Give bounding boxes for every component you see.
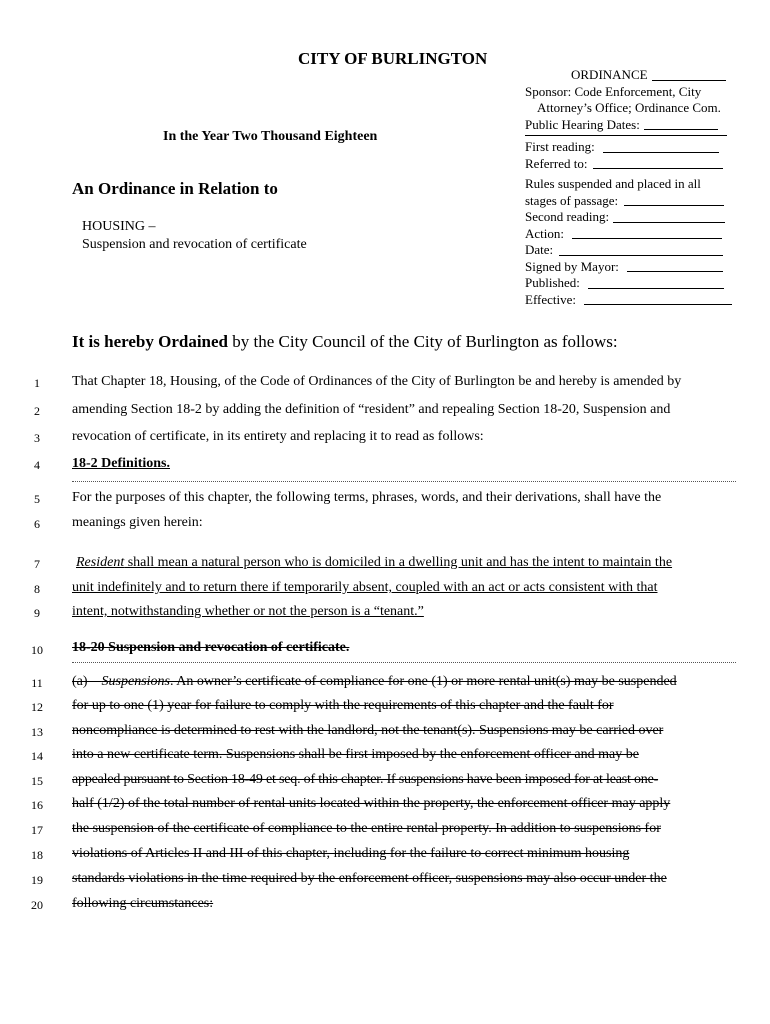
blank-line [525,134,727,136]
ordained-statement [72,332,618,352]
action-row [525,226,732,243]
referred-to-label: Referred to: [525,155,588,171]
second-reading-label: Second reading: [525,209,610,224]
subsection-text: . An owner’s certificate of compliance for one (1) or more rental unit(s) may be suspended [170,674,677,689]
blank-line [613,221,725,223]
signed-by-mayor-row [525,259,732,276]
ordinance-line: That Chapter 18, Housing, of the Code of Ordinances of the City of Burlington be and hereby is amended by [72,374,682,389]
line-number: 15 [31,774,43,788]
ordinance-line: For the purposes of this chapter, the following terms, phrases, words, and their derivations, shall have the [72,490,662,505]
ordained-rest: by the City Council of the City of Burlington as follows: [228,332,618,351]
line-number: 19 [31,873,43,887]
first-reading-label: First reading: [525,139,595,154]
ordinance-line: following circumstances: [72,896,214,911]
line-number: 2 [34,404,40,418]
subsection-a-suspensions [72,674,677,690]
line-number: 13 [31,725,43,739]
line-number: 5 [34,492,40,506]
signed-by-mayor-label: Signed by Mayor: [525,258,619,274]
ordinance-line: revocation of certificate, in its entirety and replacing it to read as follows: [72,429,484,444]
line-number: 16 [31,798,43,812]
subsection-term: Suspensions [101,674,170,689]
action-label: Action: [525,225,564,241]
ordinance-line: unit indefinitely and to return there if temporarily absent, coupled with an act or acts consistent with that [72,580,658,595]
section-divider [72,662,736,663]
blank-line [572,237,722,239]
public-hearing-label: Public Hearing Dates: [525,116,640,132]
ordinance-relation-heading: An Ordinance in Relation to [72,179,278,198]
blank-line [584,303,732,305]
line-number: 12 [31,700,43,714]
blank-line [559,254,723,256]
definition-resident [72,555,672,571]
ordinance-label: ORDINANCE [571,67,648,82]
ordinance-line: violations of Articles II and III of this chapter, including for the failure to correct minimum housing [72,846,630,861]
published-row [525,275,732,292]
public-hearing-row [525,117,732,134]
sponsor-line-2: Attorney’s Office; Ordinance Com. [537,100,721,115]
line-number: 8 [34,582,40,596]
blank-line [644,128,718,130]
ordinance-line: into a new certificate term. Suspensions shall be first imposed by the enforcement officer and may be [72,747,639,762]
blank-line [603,151,719,153]
line-number: 14 [31,749,43,763]
line-number: 9 [34,606,40,620]
effective-row [525,292,732,309]
line-number: 4 [34,458,40,472]
subsection-label: (a) [72,674,102,689]
blank-line [593,167,723,169]
second-reading-row [525,209,732,226]
ordinance-line: the suspension of the certificate of compliance to the entire rental property. In addition to suspensions for [72,821,661,836]
referred-to-row [525,156,732,173]
ordinance-line: standards violations in the time required by the enforcement officer, suspensions may also occur under the [72,871,667,886]
ordinance-line: half (1/2) of the total number of rental units located within the property, the enforcement officer may apply [72,796,671,811]
effective-label: Effective: [525,291,577,307]
ordinance-metadata-block [525,67,732,308]
line-number: 18 [31,848,43,862]
ordinance-line: noncompliance is determined to rest with the landlord, not the tenant(s). Suspensions may be carried over [72,723,664,738]
sponsor-line-1: Sponsor: Code Enforcement, City [525,83,702,99]
ordinance-line: intent, notwithstanding whether or not the person is a “tenant.” [72,604,424,619]
year-line: In the Year Two Thousand Eighteen [163,129,378,144]
line-number: 17 [31,823,43,837]
rules-line-2-row [525,193,732,210]
ordinance-number-row [525,67,732,84]
line-number: 1 [34,376,40,390]
line-number: 6 [34,517,40,531]
section-divider [72,481,736,482]
blank-line [652,79,726,81]
date-label: Date: [525,242,554,257]
ordinance-line: meanings given herein: [72,515,203,530]
definition-text: shall mean a natural person who is domiciled in a dwelling unit and has the intent to maintain the [124,555,673,570]
published-label: Published: [525,275,580,290]
line-number: 7 [34,557,40,571]
line-number: 10 [31,643,43,657]
blank-line [627,270,723,272]
document-title: CITY OF BURLINGTON [298,49,488,68]
line-number: 20 [31,898,43,912]
subject-line-1: HOUSING – [82,219,156,234]
rules-line-1: Rules suspended and placed in all [525,176,701,191]
defined-term: Resident [76,555,125,570]
blank-line [624,204,724,206]
rules-line-2-label: stages of passage: [525,192,619,208]
ordinance-line: appealed pursuant to Section 18-49 et seq. of this chapter. If suspensions have been imposed for at least one- [72,772,659,787]
ordained-bold: It is hereby Ordained [72,332,229,351]
date-row [525,242,732,259]
blank-line [588,287,724,289]
first-reading-row [525,139,732,156]
line-number: 3 [34,431,40,445]
ordinance-line: amending Section 18-2 by adding the definition of “resident” and repealing Section 18-20, Suspension and [72,402,671,417]
line-number: 11 [31,676,43,690]
section-heading-definitions: 18-2 Definitions. [72,456,170,471]
ordinance-line: for up to one (1) year for failure to comply with the requirements of this chapter and the fault for [72,698,614,713]
subject-line-2: Suspension and revocation of certificate [82,237,307,252]
section-heading-suspension: 18-20 Suspension and revocation of certificate. [72,640,350,655]
